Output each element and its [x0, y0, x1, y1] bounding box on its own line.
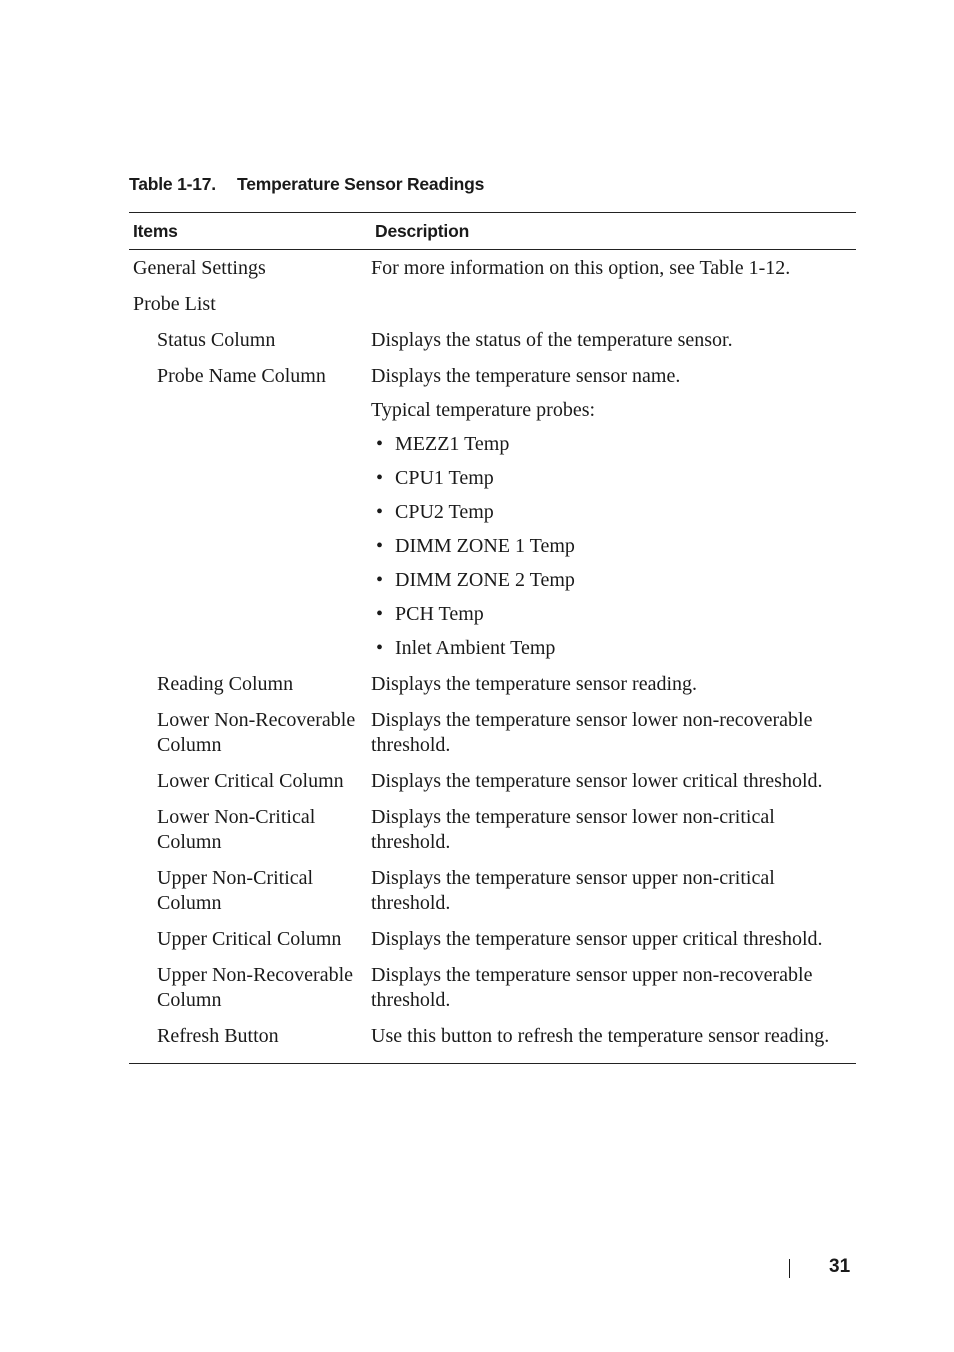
typical-probes-label: Typical temperature probes: — [371, 399, 596, 421]
table-row — [129, 1021, 856, 1057]
list-item: • DIMM ZONE 2 Temp — [371, 568, 852, 593]
header-items: Items — [133, 220, 178, 241]
table-body — [129, 250, 856, 1063]
list-item: • CPU1 Temp — [371, 466, 852, 491]
description-refresh-button: Use this button to refresh the temperature sensor reading. — [371, 1025, 830, 1047]
table-caption — [129, 174, 484, 195]
list-item: • MEZZ1 Temp — [371, 432, 852, 457]
item-general-settings: General Settings — [133, 257, 266, 279]
item-upper-non-recoverable-column: Upper Non-Recoverable Column — [157, 964, 354, 1011]
probe-list — [371, 432, 852, 661]
table-row — [129, 863, 856, 924]
table-row — [129, 960, 856, 1021]
table-row — [129, 766, 856, 802]
item-probe-list: Probe List — [133, 293, 216, 315]
header-description: Description — [375, 220, 470, 241]
item-status-column: Status Column — [157, 329, 276, 351]
table-number: Table 1-17. — [129, 174, 216, 194]
item-lower-critical-column: Lower Critical Column — [157, 770, 344, 792]
description-upper-non-recoverable-column: Displays the temperature sensor upper non-recoverable threshold. — [371, 964, 813, 1011]
table-row — [129, 289, 856, 325]
description-status-column: Displays the status of the temperature sensor. — [371, 329, 733, 351]
description-reading-column: Displays the temperature sensor reading. — [371, 673, 698, 695]
table-row — [129, 253, 856, 289]
description-lower-non-recoverable-column: Displays the temperature sensor lower non-recoverable threshold. — [371, 709, 813, 756]
description-lower-non-critical-column: Displays the temperature sensor lower non-critical threshold. — [371, 806, 775, 853]
probe-name-description: Displays the temperature sensor name. — [371, 365, 681, 387]
table-header — [129, 213, 856, 250]
description-probe-list — [371, 292, 856, 317]
item-upper-critical-column: Upper Critical Column — [157, 928, 342, 950]
description-general-settings: For more information on this option, see Table 1-12. — [371, 257, 791, 279]
item-probe-name-column: Probe Name Column — [157, 365, 326, 387]
list-item: • DIMM ZONE 1 Temp — [371, 534, 852, 559]
item-upper-non-critical-column: Upper Non-Critical Column — [157, 867, 314, 914]
item-refresh-button: Refresh Button — [157, 1025, 279, 1047]
description-upper-non-critical-column: Displays the temperature sensor upper non-critical threshold. — [371, 867, 775, 914]
table-row — [129, 705, 856, 766]
page-number: 31 — [829, 1256, 851, 1277]
table-row — [129, 361, 856, 669]
temperature-sensor-table — [129, 212, 856, 1064]
item-reading-column: Reading Column — [157, 673, 294, 695]
table-row — [129, 924, 856, 960]
list-item: • PCH Temp — [371, 602, 852, 627]
list-item: • Inlet Ambient Temp — [371, 636, 852, 661]
table-row — [129, 669, 856, 705]
description-upper-critical-column: Displays the temperature sensor upper critical threshold. — [371, 928, 823, 950]
table-row — [129, 802, 856, 863]
description-probe-name-column — [371, 364, 856, 661]
table-row — [129, 325, 856, 361]
list-item: • CPU2 Temp — [371, 500, 852, 525]
footer-divider — [789, 1259, 790, 1278]
description-lower-critical-column: Displays the temperature sensor lower critical threshold. — [371, 770, 823, 792]
item-lower-non-critical-column: Lower Non-Critical Column — [157, 806, 316, 853]
item-lower-non-recoverable-column: Lower Non-Recoverable Column — [157, 709, 356, 756]
table-title: Temperature Sensor Readings — [237, 174, 485, 194]
